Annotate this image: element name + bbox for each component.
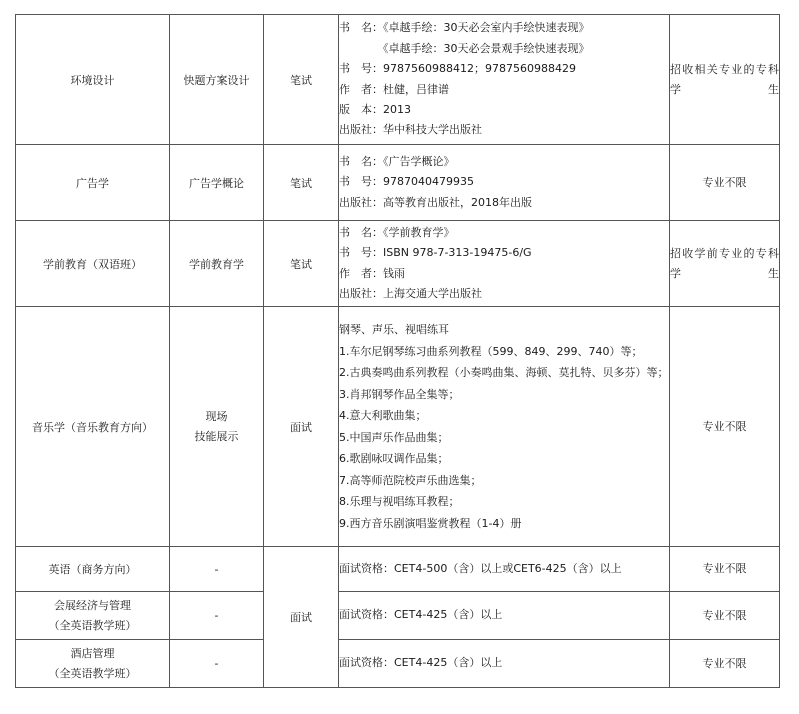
reference-cell: 面试资格：CET4-500（含）以上或CET6-425（含）以上: [339, 547, 670, 592]
reference-cell: 面试资格：CET4-425（含）以上: [339, 640, 670, 688]
reference-line: 《卓越手绘：30天必会景观手绘快速表现》: [339, 41, 590, 55]
table-row: [16, 221, 780, 307]
reference-line: 书 号：ISBN 978-7-313-19475-6/G: [339, 246, 532, 260]
requirement-cell: 专业不限: [670, 640, 780, 688]
format-cell: 面试: [264, 547, 339, 688]
format-cell: 笔试: [264, 15, 339, 145]
subject-cell: 快题方案设计: [170, 15, 264, 145]
reference-line: 2.古典奏鸣曲系列教程（小奏鸣曲集、海顿、莫扎特、贝多芬）等；: [339, 366, 669, 379]
major-cell: 广告学: [16, 145, 170, 221]
reference-line: 书 名：《学前教育学》: [339, 225, 455, 239]
major-line: （全英语教学班）: [48, 666, 137, 680]
table-row: [16, 640, 780, 688]
reference-line: 8.乐理与视唱练耳教程；: [339, 495, 460, 508]
subject-cell: [170, 307, 264, 547]
major-cell: 英语（商务方向）: [16, 547, 170, 592]
format-cell: 面试: [264, 307, 339, 547]
reference-line: 钢琴、声乐、视唱练耳: [339, 323, 449, 336]
reference-line: 4.意大利歌曲集；: [339, 409, 427, 422]
major-line: 酒店管理: [70, 646, 115, 660]
reference-cell: [339, 15, 670, 145]
subject-cell: 广告学概论: [170, 145, 264, 221]
reference-line: 书 号：9787040479935: [339, 175, 474, 189]
requirement-cell: 专业不限: [670, 547, 780, 592]
major-cell: [16, 640, 170, 688]
reference-line: 作 者：钱雨: [339, 266, 405, 280]
reference-line: 6.歌剧咏叹调作品集；: [339, 452, 449, 465]
reference-cell: [339, 145, 670, 221]
reference-line: 版 本：2013: [339, 102, 411, 116]
reference-line: 出版社：华中科技大学出版社: [339, 123, 482, 137]
reference-cell: [339, 307, 670, 547]
reference-line: 书 名：《卓越手绘：30天必会室内手绘快速表现》: [339, 21, 590, 35]
major-cell: 环境设计: [16, 15, 170, 145]
major-cell: 音乐学（音乐教育方向）: [16, 307, 170, 547]
subject-line: 现场: [205, 409, 228, 423]
table-row: [16, 15, 780, 145]
subject-cell: 学前教育学: [170, 221, 264, 307]
reference-line: 5.中国声乐作品曲集；: [339, 430, 449, 444]
reference-line: 作 者：杜健，吕律谱: [339, 82, 449, 96]
format-cell: 笔试: [264, 221, 339, 307]
reference-line: 书 号：9787560988412；9787560988429: [339, 62, 576, 76]
format-cell: 笔试: [264, 145, 339, 221]
requirement-cell: 招收相关专业的专科学生: [670, 15, 780, 145]
requirement-cell: 招收学前专业的专科学生: [670, 221, 780, 307]
major-line: 会展经济与管理: [54, 598, 131, 612]
requirement-cell: 专业不限: [670, 307, 780, 547]
reference-line: 出版社：上海交通大学出版社: [339, 286, 482, 300]
table-row: [16, 592, 780, 640]
table-row: [16, 307, 780, 547]
reference-line: 出版社：高等教育出版社，2018年出版: [339, 195, 532, 209]
requirement-cell: 专业不限: [670, 592, 780, 640]
requirement-cell: 专业不限: [670, 145, 780, 221]
major-cell: 学前教育（双语班）: [16, 221, 170, 307]
table-row: [16, 145, 780, 221]
reference-cell: [339, 221, 670, 307]
table-row: [16, 547, 780, 592]
major-line: （全英语教学班）: [48, 618, 137, 632]
reference-cell: 面试资格：CET4-425（含）以上: [339, 592, 670, 640]
subject-cell: -: [170, 592, 264, 640]
reference-line: 书 名：《广告学概论》: [339, 154, 455, 168]
reference-line: 9.西方音乐剧演唱鉴赏教程（1-4）册: [339, 516, 522, 530]
reference-line: 1.车尔尼钢琴练习曲系列教程（599、849、299、740）等；: [339, 344, 643, 358]
reference-line: 7.高等师范院校声乐曲选集；: [339, 473, 482, 487]
subject-cell: -: [170, 547, 264, 592]
admission-table: [15, 14, 780, 688]
subject-line: 技能展示: [194, 429, 239, 443]
major-cell: [16, 592, 170, 640]
subject-cell: -: [170, 640, 264, 688]
reference-line: 3.肖邦钢琴作品全集等；: [339, 387, 460, 401]
